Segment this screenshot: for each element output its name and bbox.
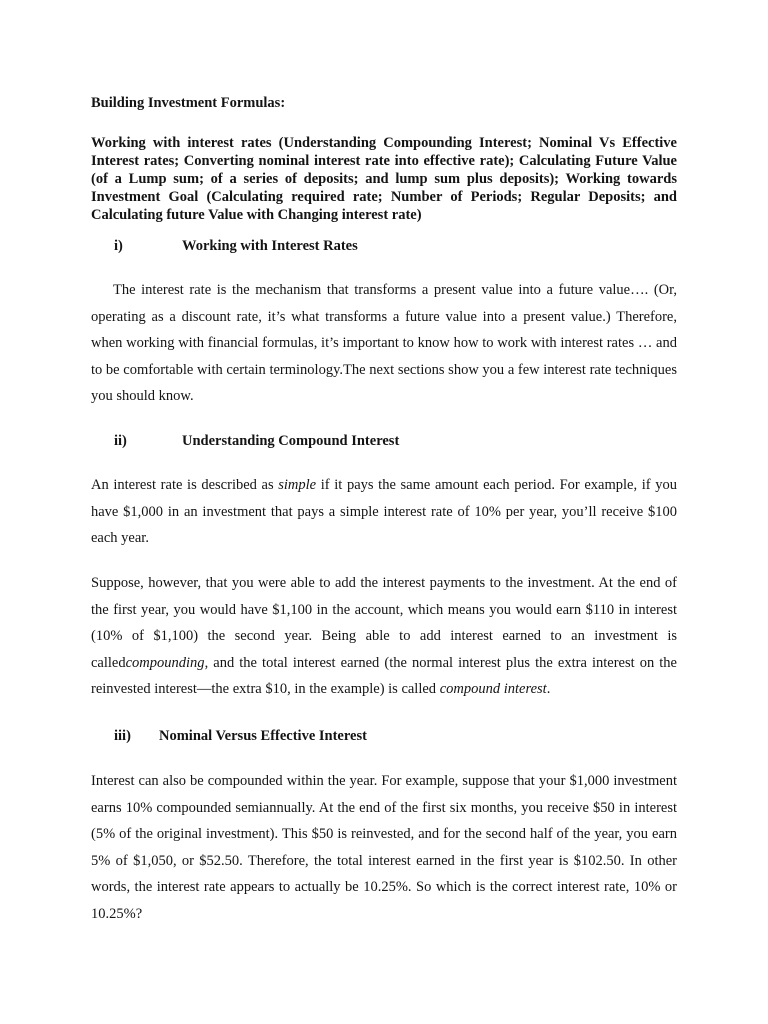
emphasis-term: simple [278, 477, 317, 493]
text-run: Suppose, however, that you were able to add the interest payments to the investment. At the end of the first year, you would have $1,100 in the account, which means you would earn $110 in interest (10% of $1,100) the second year. Being able to add interest earned to an investment is called [91, 575, 677, 671]
intro-paragraph: Working with interest rates (Understanding Compounding Interest; Nominal Vs Effective Interest rates; Converting nominal interest rate into effective rate); Calculating Future Value (of a Lump sum; of a series of deposits; and lump sum plus deposits); Working towards Investment Goal (Calculating required rate; Number of Periods; Regular Deposits; and Calculating future Value with Changing interest rate) [91, 135, 677, 223]
emphasis-term: compound interest [439, 681, 547, 697]
section-title: Nominal Versus Effective Interest [159, 728, 367, 744]
text-run: , and the total interest earned (the normal interest plus the extra interest on the reinvested interest—the extra $10, in the example) is called [91, 654, 677, 697]
body-paragraph: The interest rate is the mechanism that transforms a present value into a future value…. (Or, operating as a discount rate, it’s what transforms a future value into a present value.) Therefore, when working with financial formulas, it’s important to know how to work with interest rates … and to be comfortable with certain terminology.The next sections show you a few interest rate techniques you should know. [91, 282, 677, 404]
text-run: An interest rate is described as [91, 477, 279, 493]
body-paragraph [91, 472, 677, 552]
section-number: ii) [114, 433, 127, 449]
document-title: Building Investment Formulas: [91, 95, 286, 111]
section-number: i) [114, 238, 123, 254]
section-number: iii) [114, 728, 131, 744]
section-title: Understanding Compound Interest [182, 433, 400, 449]
body-paragraph: Interest can also be compounded within the year. For example, suppose that your $1,000 investment earns 10% compounded semiannually. At the end of the first six months, you receive $50 in interest (5% of the original investment). This $50 is reinvested, and for the second half of the year, you earn 5% of $1,050, or $52.50. Therefore, the total interest earned in the first year is $102.50. In other words, the interest rate appears to actually be 10.25%. So which is the correct interest rate, 10% or 10.25%? [91, 773, 677, 922]
section-title: Working with Interest Rates [182, 238, 358, 254]
text-run: . [546, 681, 551, 697]
body-paragraph [91, 570, 677, 703]
text-run: if it pays the same amount each period. For example, if you have $1,000 in an investment that pays a simple interest rate of 10% per year, you’ll receive $100 each year. [91, 477, 677, 546]
emphasis-term: compounding [125, 654, 205, 671]
